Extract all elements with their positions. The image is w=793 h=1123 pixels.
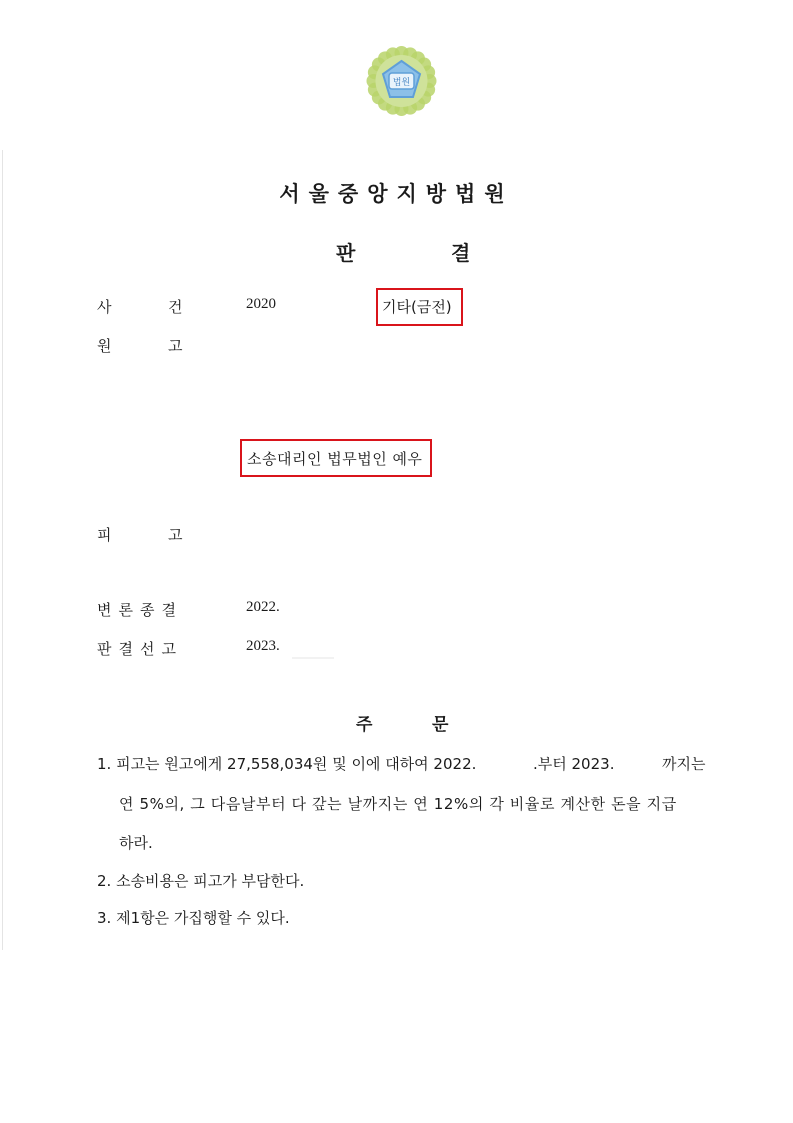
- order-item1-line3: 하라.: [119, 834, 153, 852]
- order-item1-line1-mid: .부터 2023.: [533, 755, 615, 773]
- court-name: 서울중앙지방법원: [279, 182, 514, 206]
- order-item1-line2: 연 5%의, 그 다음날부터 다 갚는 날까지는 연 12%의 각 비율로 계산한 돈을 지급: [119, 795, 677, 813]
- order-item3: 3. 제1항은 가집행할 수 있다.: [97, 909, 290, 927]
- order-item1-line1: 1. 피고는 원고에게 27,558,034원 및 이에 대하여 2022.: [97, 755, 477, 773]
- plaintiff-label-1: 원: [97, 337, 112, 355]
- case-label-2: 건: [168, 298, 183, 316]
- case-label-1: 사: [97, 298, 112, 316]
- defendant-label-2: 고: [168, 526, 183, 544]
- order-item1-line1-end: 까지는: [662, 755, 706, 773]
- pleading-closed-date: 2022.: [246, 599, 280, 615]
- court-emblem: [364, 43, 439, 118]
- redaction-mark: [292, 657, 334, 659]
- page-edge-line: [2, 150, 3, 950]
- emblem-text: 법원: [392, 78, 411, 88]
- plaintiff-representative: 소송대리인 법무법인 예우: [247, 450, 423, 468]
- defendant-label-1: 피: [97, 526, 112, 544]
- plaintiff-label-2: 고: [168, 337, 183, 355]
- case-year: 2020: [246, 296, 276, 312]
- case-type: 기타(금전): [382, 298, 452, 316]
- court-emblem-icon: [364, 43, 439, 118]
- order-title-right: 문: [432, 715, 449, 735]
- doc-title-right: 결: [451, 241, 471, 265]
- judgment-date-value: 2023.: [246, 638, 280, 654]
- judgment-date-label: 판결선고: [97, 640, 183, 658]
- doc-title-left: 판: [336, 241, 356, 265]
- order-item2: 2. 소송비용은 피고가 부담한다.: [97, 872, 305, 890]
- pleading-closed-label: 변론종결: [97, 601, 183, 619]
- order-title-left: 주: [356, 715, 373, 735]
